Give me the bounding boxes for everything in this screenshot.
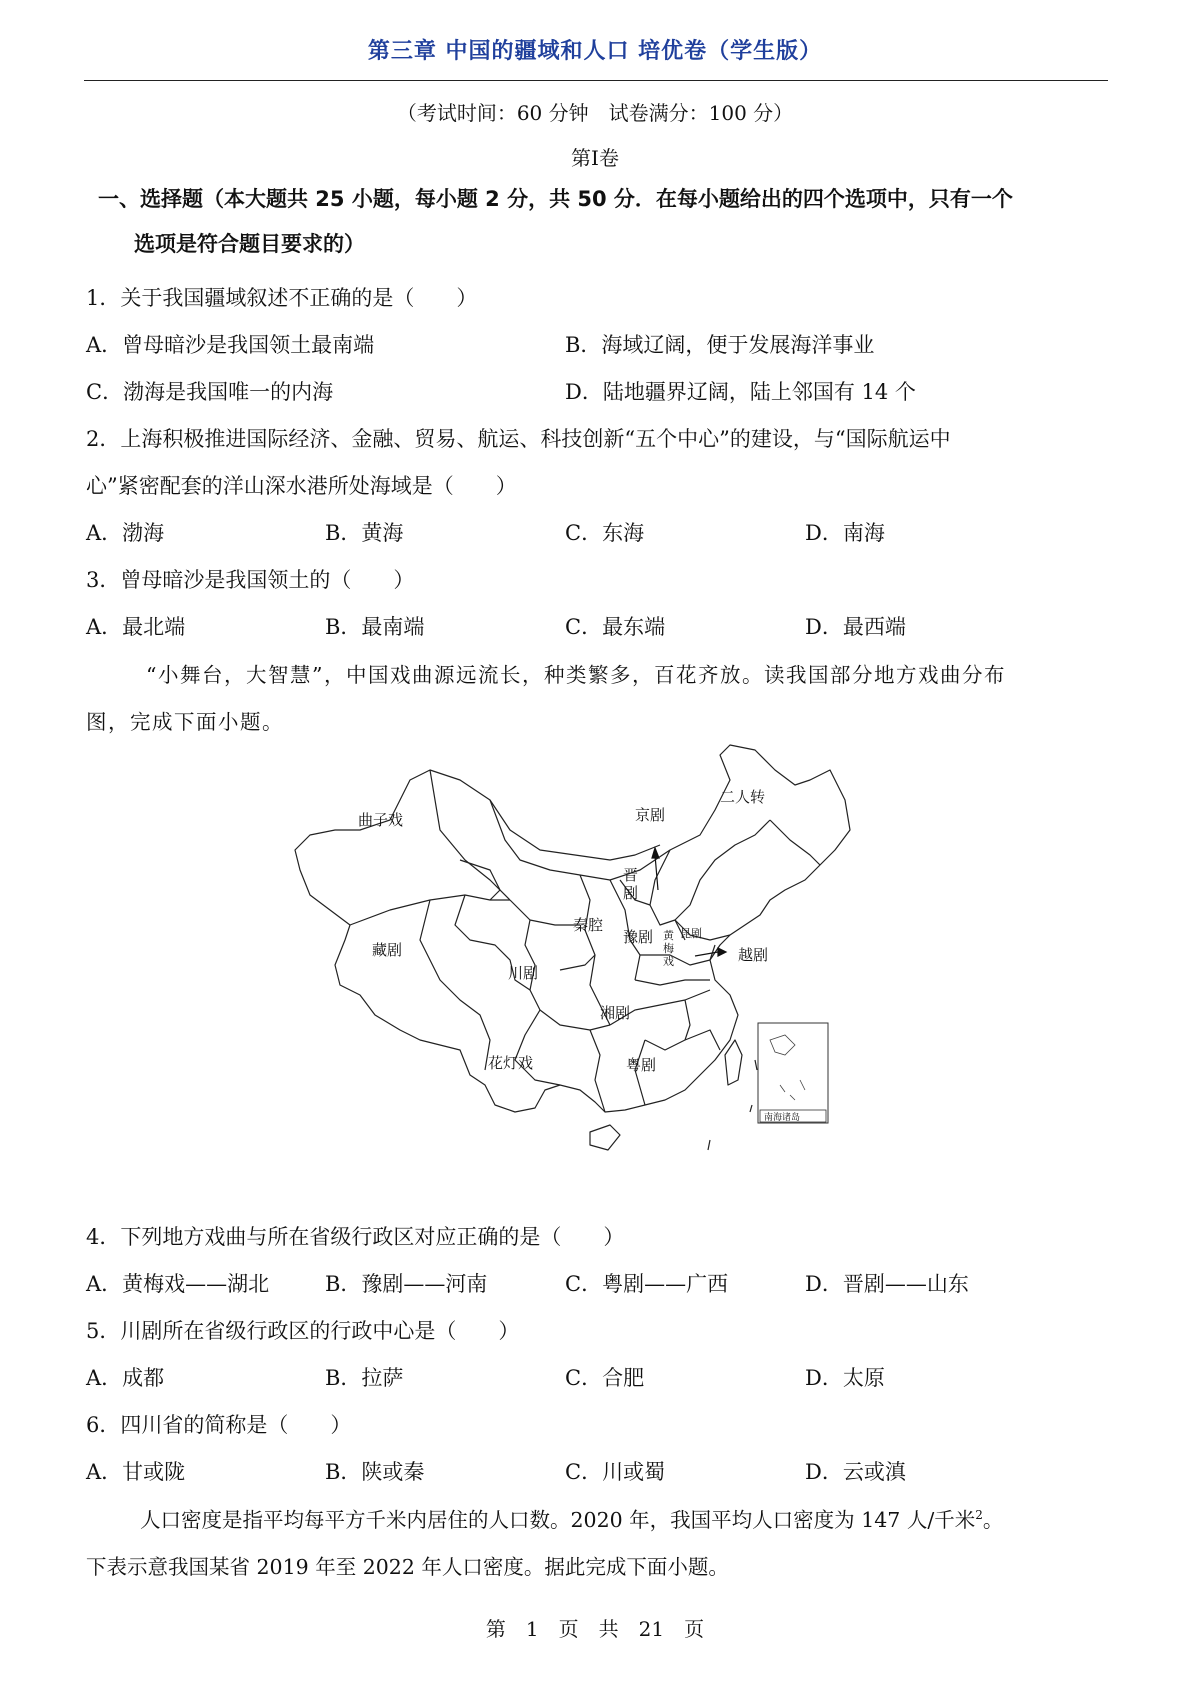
map-label-huangmei-3: 戏 xyxy=(663,955,674,968)
section-heading-line2: 选项是符合题目要求的） xyxy=(134,232,365,256)
question-2-option-b: B．黄海 xyxy=(325,521,404,545)
passage-2-line1-wrap xyxy=(140,1503,1003,1533)
question-2-stem-line1: 2．上海积极推进国际经济、金融、贸易、航运、科技创新“五个中心”的建设，与“国际航运中 xyxy=(86,427,951,451)
volume-label: 第I卷 xyxy=(571,146,619,170)
question-6-option-c: C．川或蜀 xyxy=(565,1460,666,1484)
page-title: 第三章 中国的疆域和人口 培优卷（学生版） xyxy=(367,39,823,64)
question-3-option-a: A．最北端 xyxy=(86,615,186,639)
passage-2-period: 。 xyxy=(982,1508,1004,1532)
map-label-qinqiang: 秦腔 xyxy=(573,916,604,934)
question-6-option-a: A．甘或陇 xyxy=(86,1460,186,1484)
question-1-option-b: B．海域辽阔，便于发展海洋事业 xyxy=(565,333,875,357)
question-4-option-d: D．晋剧——山东 xyxy=(805,1272,969,1296)
question-5-option-b: B．拉萨 xyxy=(325,1366,404,1390)
map-label-jingju: 京剧 xyxy=(635,806,666,824)
section-heading-line1: 一、选择题（本大题共 25 小题，每小题 2 分，共 50 分．在每小题给出的四个选项中，只有一个 xyxy=(98,187,1013,211)
question-3-stem: 3．曾母暗沙是我国领土的（ ） xyxy=(86,568,415,592)
question-1-option-d: D．陆地疆界辽阔，陆上邻国有 14 个 xyxy=(565,380,916,404)
passage-1-line1: “小舞台，大智慧”，中国戏曲源远流长，种类繁多，百花齐放。读我国部分地方戏曲分布 xyxy=(146,663,1006,687)
map-label-xiangju: 湘剧 xyxy=(600,1004,631,1022)
question-2-stem-line2: 心”紧密配套的洋山深水港所处海域是（ ） xyxy=(86,474,517,498)
question-4-stem: 4．下列地方戏曲与所在省级行政区对应正确的是（ ） xyxy=(86,1225,625,1249)
question-2-option-a: A．渤海 xyxy=(86,521,165,545)
question-4-option-b: B．豫剧——河南 xyxy=(325,1272,488,1296)
question-1-stem: 1．关于我国疆域叙述不正确的是（ ） xyxy=(86,286,478,310)
map-label-kunju: 昆剧 xyxy=(680,927,702,940)
question-5-stem: 5．川剧所在省级行政区的行政中心是（ ） xyxy=(86,1319,520,1343)
question-2-option-d: D．南海 xyxy=(805,521,885,545)
jingju-arrow xyxy=(655,855,658,890)
map-label-jinju-1: 晋 xyxy=(623,866,639,884)
map-label-yuju: 豫剧 xyxy=(623,928,654,946)
map-label-huangmei-1: 黄 xyxy=(663,929,674,942)
map-label-quzixi: 曲子戏 xyxy=(358,811,404,829)
header-rule xyxy=(84,80,1108,81)
page-footer: 第 1 页 共 21 页 xyxy=(485,1617,705,1641)
map-label-jinju-2: 剧 xyxy=(623,884,639,902)
map-label-huadengxi: 花灯戏 xyxy=(488,1054,534,1072)
question-4-option-a: A．黄梅戏——湖北 xyxy=(86,1272,270,1296)
question-3-option-b: B．最南端 xyxy=(325,615,425,639)
question-1-option-c: C．渤海是我国唯一的内海 xyxy=(86,380,334,404)
map-label-errenzhuan: 二人转 xyxy=(720,788,766,806)
kunju-arrowhead xyxy=(718,948,726,956)
map-label-chuanju: 川剧 xyxy=(508,964,539,982)
question-3-option-d: D．最西端 xyxy=(805,615,906,639)
question-6-stem: 6．四川省的简称是（ ） xyxy=(86,1413,352,1437)
question-5-option-a: A．成都 xyxy=(86,1366,165,1390)
south-sea-inset xyxy=(758,1023,828,1123)
map-label-yueju-guangdong: 粤剧 xyxy=(626,1056,657,1074)
question-5-option-d: D．太原 xyxy=(805,1366,885,1390)
question-4-option-c: C．粤剧——广西 xyxy=(565,1272,729,1296)
map-label-zangju: 藏剧 xyxy=(372,941,403,959)
passage-2-superscript: 2 xyxy=(975,1508,983,1523)
question-6-option-b: B．陕或秦 xyxy=(325,1460,425,1484)
question-3-option-c: C．最东端 xyxy=(565,615,666,639)
map-label-huangmei-2: 梅 xyxy=(663,942,674,955)
map-label-yueju-zhejiang: 越剧 xyxy=(738,946,769,964)
question-6-option-d: D．云或滇 xyxy=(805,1460,906,1484)
question-2-option-c: C．东海 xyxy=(565,521,645,545)
passage-2-line2: 下表示意我国某省 2019 年至 2022 年人口密度。据此完成下面小题。 xyxy=(86,1555,729,1579)
question-1-option-a: A．曾母暗沙是我国领土最南端 xyxy=(86,333,375,357)
jingju-arrowhead xyxy=(652,848,659,858)
map-inset-caption: 南海诸岛 xyxy=(764,1113,801,1123)
passage-1-line2: 图，完成下面小题。 xyxy=(86,710,284,734)
passage-2-line1: 人口密度是指平均每平方千米内居住的人口数。2020 年，我国平均人口密度为 147 人/千米 xyxy=(140,1508,976,1532)
exam-info: （考试时间：60 分钟 试卷满分：100 分） xyxy=(396,101,794,125)
question-5-option-c: C．合肥 xyxy=(565,1366,645,1390)
opera-distribution-map xyxy=(290,740,900,1210)
